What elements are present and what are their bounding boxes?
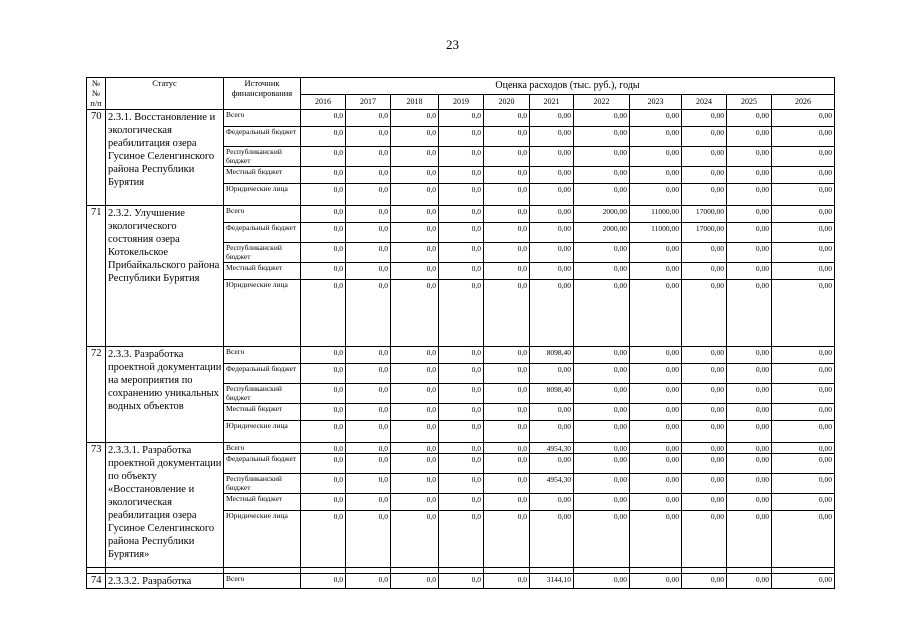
expense-value: 0,00 (772, 421, 835, 443)
expense-value: 0,0 (484, 347, 530, 364)
expense-value: 0,00 (772, 223, 835, 243)
row-number: 70 (87, 110, 106, 206)
expense-value: 0,0 (301, 263, 346, 280)
expense-value: 0,00 (772, 243, 835, 263)
expense-value: 0,00 (574, 574, 630, 589)
expense-value: 0,00 (530, 404, 574, 421)
expense-value: 0,0 (439, 127, 484, 147)
expense-value: 0,0 (391, 574, 439, 589)
funding-source: Федеральный бюджет (224, 127, 301, 147)
expense-value: 0,00 (574, 184, 630, 206)
expense-value: 0,00 (630, 443, 682, 454)
expense-value: 0,00 (682, 443, 727, 454)
header-year: 2017 (346, 95, 391, 110)
funding-source: Всего (224, 347, 301, 364)
expense-value: 0,00 (574, 474, 630, 494)
expense-value: 0,00 (630, 147, 682, 167)
expense-value: 0,0 (484, 474, 530, 494)
expense-value: 0,0 (346, 454, 391, 474)
expense-value: 0,00 (630, 243, 682, 263)
header-year: 2018 (391, 95, 439, 110)
expense-value: 0,0 (346, 404, 391, 421)
funding-source: Местный бюджет (224, 404, 301, 421)
row-status: 2.3.3.1. Разработка проектной документации по объекту «Восстановление и экологическая реабилитация озера Гусиное Селенгинского района Республики Бурятия» (106, 443, 224, 574)
expense-value: 0,00 (727, 167, 772, 184)
expense-value: 0,00 (772, 206, 835, 223)
expense-value: 0,0 (301, 243, 346, 263)
expense-value: 0,0 (391, 347, 439, 364)
expense-value: 0,00 (530, 184, 574, 206)
expense-value: 0,0 (484, 263, 530, 280)
header-year: 2023 (630, 95, 682, 110)
expense-value: 0,00 (574, 347, 630, 364)
table-row (87, 443, 835, 454)
expense-value: 0,00 (630, 454, 682, 474)
expense-value: 0,00 (682, 574, 727, 589)
expense-value: 0,00 (630, 280, 682, 347)
expense-value: 0,0 (301, 474, 346, 494)
expense-value: 0,00 (682, 511, 727, 574)
expense-value: 0,0 (301, 404, 346, 421)
expense-value: 0,00 (772, 147, 835, 167)
expense-value: 0,00 (630, 404, 682, 421)
expense-value: 0,00 (530, 206, 574, 223)
funding-source: Федеральный бюджет (224, 223, 301, 243)
expense-value: 0,00 (530, 147, 574, 167)
expense-value: 0,0 (484, 494, 530, 511)
expense-value: 0,0 (439, 454, 484, 474)
expense-value: 0,00 (682, 454, 727, 474)
expense-value: 0,0 (439, 184, 484, 206)
table-row (87, 110, 835, 127)
expense-value: 0,00 (727, 280, 772, 347)
funding-source: Местный бюджет (224, 263, 301, 280)
expense-value: 0,00 (630, 384, 682, 404)
expense-value: 0,0 (301, 184, 346, 206)
expense-value: 0,00 (772, 511, 835, 574)
expense-value: 0,0 (301, 347, 346, 364)
expense-value: 0,0 (346, 184, 391, 206)
expense-value: 0,00 (530, 454, 574, 474)
expense-value: 0,00 (682, 384, 727, 404)
row-number: 73 (87, 443, 106, 574)
expense-value: 0,00 (772, 184, 835, 206)
header-year: 2025 (727, 95, 772, 110)
funding-source: Местный бюджет (224, 167, 301, 184)
expense-value: 0,0 (484, 167, 530, 184)
expense-value: 0,0 (301, 574, 346, 589)
expense-value: 0,0 (391, 206, 439, 223)
header-year: 2024 (682, 95, 727, 110)
expense-value: 0,0 (391, 280, 439, 347)
expense-value: 0,0 (346, 443, 391, 454)
expense-value: 0,00 (530, 280, 574, 347)
expense-value: 0,00 (727, 474, 772, 494)
row-number: 71 (87, 206, 106, 347)
funding-source: Местный бюджет (224, 494, 301, 511)
expense-value: 0,00 (727, 574, 772, 589)
expense-value: 0,00 (772, 404, 835, 421)
expense-value: 0,00 (530, 127, 574, 147)
expense-value: 0,00 (772, 280, 835, 347)
expense-value: 0,00 (530, 421, 574, 443)
expense-value: 4954,30 (530, 443, 574, 454)
budget-table (86, 77, 835, 589)
expense-value: 2000,00 (574, 223, 630, 243)
expense-value: 2000,00 (574, 206, 630, 223)
expense-value: 0,0 (346, 474, 391, 494)
funding-source: Республиканский бюджет (224, 384, 301, 404)
expense-value: 0,00 (727, 364, 772, 384)
expense-value: 0,00 (727, 384, 772, 404)
table-body (87, 110, 835, 589)
expense-value: 0,0 (439, 147, 484, 167)
expense-value: 0,00 (682, 127, 727, 147)
expense-value: 0,00 (772, 443, 835, 454)
expense-value: 0,00 (727, 243, 772, 263)
expense-value: 0,0 (301, 147, 346, 167)
expense-value: 11000,00 (630, 223, 682, 243)
expense-value: 0,0 (346, 384, 391, 404)
expense-value: 0,0 (439, 511, 484, 574)
expense-value: 0,00 (772, 474, 835, 494)
expense-value: 0,0 (301, 280, 346, 347)
funding-source: Юридические лица (224, 421, 301, 443)
expense-value: 0,0 (346, 511, 391, 574)
expense-value: 0,0 (301, 421, 346, 443)
expense-value: 0,00 (682, 494, 727, 511)
expense-value: 0,0 (439, 223, 484, 243)
expense-value: 0,00 (630, 167, 682, 184)
expense-value: 0,00 (727, 223, 772, 243)
expense-value: 0,00 (574, 147, 630, 167)
expense-value: 0,00 (530, 263, 574, 280)
expense-value: 0,00 (682, 364, 727, 384)
expense-value: 0,0 (484, 280, 530, 347)
expense-value: 0,00 (530, 364, 574, 384)
funding-source: Всего (224, 206, 301, 223)
expense-value: 0,0 (346, 347, 391, 364)
expense-value: 0,00 (682, 347, 727, 364)
expense-value: 0,00 (574, 167, 630, 184)
expense-value: 0,00 (630, 263, 682, 280)
expense-value: 0,0 (301, 127, 346, 147)
expense-value: 0,00 (574, 280, 630, 347)
expense-value: 0,0 (439, 443, 484, 454)
expense-value: 0,00 (630, 511, 682, 574)
expense-value: 0,00 (682, 243, 727, 263)
expense-value: 0,00 (772, 127, 835, 147)
expense-value: 11000,00 (630, 206, 682, 223)
table-viewport (86, 77, 835, 587)
header-year: 2019 (439, 95, 484, 110)
expense-value: 0,00 (682, 147, 727, 167)
expense-value: 0,0 (301, 384, 346, 404)
expense-value: 0,0 (301, 110, 346, 127)
expense-value: 0,00 (727, 494, 772, 511)
expense-value: 0,00 (727, 127, 772, 147)
header-num: № № п/п (87, 78, 106, 110)
expense-value: 0,00 (727, 263, 772, 280)
expense-value: 0,00 (574, 511, 630, 574)
expense-value: 0,0 (301, 454, 346, 474)
row-number: 74 (87, 574, 106, 589)
expense-value: 0,0 (484, 454, 530, 474)
expense-value: 0,0 (484, 574, 530, 589)
expense-value: 0,0 (301, 206, 346, 223)
expense-value: 0,0 (439, 243, 484, 263)
expense-value: 0,00 (682, 474, 727, 494)
expense-value: 0,00 (682, 404, 727, 421)
expense-value: 0,00 (574, 494, 630, 511)
expense-value: 0,0 (484, 384, 530, 404)
expense-value: 0,00 (682, 110, 727, 127)
expense-value: 3144,10 (530, 574, 574, 589)
expense-value: 0,0 (391, 263, 439, 280)
expense-value: 0,00 (772, 167, 835, 184)
expense-value: 0,00 (727, 147, 772, 167)
expense-value: 0,0 (439, 263, 484, 280)
expense-value: 0,0 (391, 184, 439, 206)
expense-value: 0,00 (574, 421, 630, 443)
header-row-top (87, 78, 835, 95)
expense-value: 0,00 (530, 110, 574, 127)
expense-value: 4954,30 (530, 474, 574, 494)
funding-source: Всего (224, 443, 301, 454)
expense-value: 0,0 (391, 474, 439, 494)
header-year: 2022 (574, 95, 630, 110)
expense-value: 0,00 (530, 494, 574, 511)
expense-value: 0,0 (439, 364, 484, 384)
row-status: 2.3.3. Разработка проектной документации на мероприятия по сохранению уникальных водных объектов (106, 347, 224, 443)
expense-value: 0,00 (772, 364, 835, 384)
expense-value: 0,00 (574, 384, 630, 404)
expense-value: 0,00 (682, 263, 727, 280)
expense-value: 0,00 (574, 243, 630, 263)
expense-value: 0,0 (439, 167, 484, 184)
expense-value: 0,0 (391, 421, 439, 443)
expense-value: 0,0 (391, 110, 439, 127)
expense-value: 0,00 (574, 404, 630, 421)
expense-value: 0,00 (574, 454, 630, 474)
expense-value: 0,0 (346, 494, 391, 511)
expense-value: 0,0 (391, 384, 439, 404)
expense-value: 0,0 (391, 494, 439, 511)
expense-value: 0,00 (530, 223, 574, 243)
funding-source: Федеральный бюджет (224, 364, 301, 384)
header-year: 2016 (301, 95, 346, 110)
expense-value: 0,0 (391, 167, 439, 184)
row-number: 72 (87, 347, 106, 443)
expense-value: 0,00 (630, 494, 682, 511)
funding-source: Федеральный бюджет (224, 454, 301, 474)
expense-value: 0,0 (346, 147, 391, 167)
header-year: 2021 (530, 95, 574, 110)
expense-value: 0,0 (439, 474, 484, 494)
expense-value: 0,00 (772, 454, 835, 474)
expense-value: 0,0 (391, 511, 439, 574)
expense-value: 0,00 (682, 184, 727, 206)
page-number: 23 (446, 37, 459, 52)
expense-value: 0,0 (301, 511, 346, 574)
expense-value: 0,00 (772, 263, 835, 280)
expense-value: 0,00 (630, 474, 682, 494)
table-row (87, 206, 835, 223)
expense-value: 0,0 (484, 206, 530, 223)
expense-value: 0,0 (439, 347, 484, 364)
header-source: Источник финансирования (224, 78, 301, 110)
funding-source: Республиканский бюджет (224, 147, 301, 167)
expense-value: 0,00 (682, 167, 727, 184)
table-row (87, 574, 835, 589)
expense-value: 0,00 (727, 206, 772, 223)
expense-value: 0,0 (391, 223, 439, 243)
expense-value: 0,00 (574, 110, 630, 127)
row-status: 2.3.1. Восстановление и экологическая реабилитация озера Гусиное Селенгинского района Республики Бурятия (106, 110, 224, 206)
expense-value: 17000,00 (682, 223, 727, 243)
expense-value: 0,00 (772, 574, 835, 589)
expense-value: 0,00 (727, 454, 772, 474)
funding-source: Юридические лица (224, 280, 301, 347)
table-row (87, 347, 835, 364)
expense-value: 0,0 (484, 243, 530, 263)
expense-value: 0,0 (346, 223, 391, 243)
expense-value: 0,0 (301, 223, 346, 243)
expense-value: 0,00 (630, 347, 682, 364)
expense-value: 0,0 (484, 511, 530, 574)
expense-value: 0,00 (727, 421, 772, 443)
expense-value: 0,0 (439, 206, 484, 223)
funding-source: Юридические лица (224, 511, 301, 574)
expense-value: 0,00 (682, 421, 727, 443)
expense-value: 0,0 (484, 147, 530, 167)
header-year: 2020 (484, 95, 530, 110)
expense-value: 0,0 (391, 147, 439, 167)
expense-value: 0,00 (574, 443, 630, 454)
expense-value: 0,0 (391, 243, 439, 263)
expense-value: 0,00 (630, 110, 682, 127)
expense-value: 0,00 (530, 167, 574, 184)
header-status: Статус (106, 78, 224, 110)
expense-value: 0,0 (484, 223, 530, 243)
expense-value: 0,00 (727, 110, 772, 127)
expense-value: 0,00 (772, 347, 835, 364)
expense-value: 0,00 (630, 364, 682, 384)
expense-value: 0,0 (439, 494, 484, 511)
funding-source: Республиканский бюджет (224, 474, 301, 494)
expense-value: 0,0 (301, 364, 346, 384)
expense-value: 0,00 (530, 243, 574, 263)
expense-value: 0,00 (727, 347, 772, 364)
expense-value: 0,00 (772, 110, 835, 127)
expense-value: 0,0 (484, 364, 530, 384)
expense-value: 0,0 (484, 127, 530, 147)
expense-value: 0,00 (630, 184, 682, 206)
expense-value: 0,0 (346, 421, 391, 443)
expense-value: 0,0 (346, 574, 391, 589)
expense-value: 0,0 (346, 280, 391, 347)
expense-value: 0,0 (346, 206, 391, 223)
expense-value: 0,0 (346, 243, 391, 263)
expense-value: 0,0 (439, 421, 484, 443)
expense-value: 0,0 (439, 574, 484, 589)
expense-value: 0,00 (630, 574, 682, 589)
expense-value: 0,0 (391, 364, 439, 384)
expense-value: 0,0 (301, 443, 346, 454)
funding-source: Республиканский бюджет (224, 243, 301, 263)
funding-source: Юридические лица (224, 184, 301, 206)
expense-value: 0,0 (484, 184, 530, 206)
expense-value: 0,00 (772, 494, 835, 511)
expense-value: 17000,00 (682, 206, 727, 223)
funding-source: Всего (224, 574, 301, 589)
expense-value: 0,00 (574, 127, 630, 147)
expense-value: 0,0 (439, 384, 484, 404)
expense-value: 0,0 (391, 404, 439, 421)
header-year: 2026 (772, 95, 835, 110)
expense-value: 0,0 (346, 364, 391, 384)
expense-value: 0,00 (727, 443, 772, 454)
expense-value: 8098,40 (530, 384, 574, 404)
expense-value: 0,0 (391, 454, 439, 474)
funding-source: Всего (224, 110, 301, 127)
row-status: 2.3.3.2. Разработка (106, 574, 224, 589)
expense-value: 0,0 (301, 494, 346, 511)
expense-value: 0,00 (630, 421, 682, 443)
expense-value: 0,0 (346, 127, 391, 147)
expense-value: 0,0 (439, 110, 484, 127)
expense-value: 0,0 (346, 167, 391, 184)
header-budget-title: Оценка расходов (тыс. руб.), годы (301, 78, 835, 95)
expense-value: 0,0 (391, 443, 439, 454)
expense-value: 0,00 (574, 263, 630, 280)
expense-value: 0,00 (772, 384, 835, 404)
row-status: 2.3.2. Улучшение экологического состояния озера Котокельское Прибайкальского района Республики Бурятия (106, 206, 224, 347)
expense-value: 8098,40 (530, 347, 574, 364)
expense-value: 0,00 (727, 511, 772, 574)
expense-value: 0,0 (484, 404, 530, 421)
expense-value: 0,0 (484, 443, 530, 454)
expense-value: 0,0 (391, 127, 439, 147)
expense-value: 0,0 (301, 167, 346, 184)
expense-value: 0,0 (346, 263, 391, 280)
expense-value: 0,0 (439, 404, 484, 421)
expense-value: 0,00 (530, 511, 574, 574)
expense-value: 0,0 (439, 280, 484, 347)
expense-value: 0,00 (727, 184, 772, 206)
expense-value: 0,00 (630, 127, 682, 147)
expense-value: 0,0 (484, 421, 530, 443)
expense-value: 0,00 (682, 280, 727, 347)
expense-value: 0,0 (484, 110, 530, 127)
expense-value: 0,0 (346, 110, 391, 127)
expense-value: 0,00 (727, 404, 772, 421)
expense-value: 0,00 (574, 364, 630, 384)
